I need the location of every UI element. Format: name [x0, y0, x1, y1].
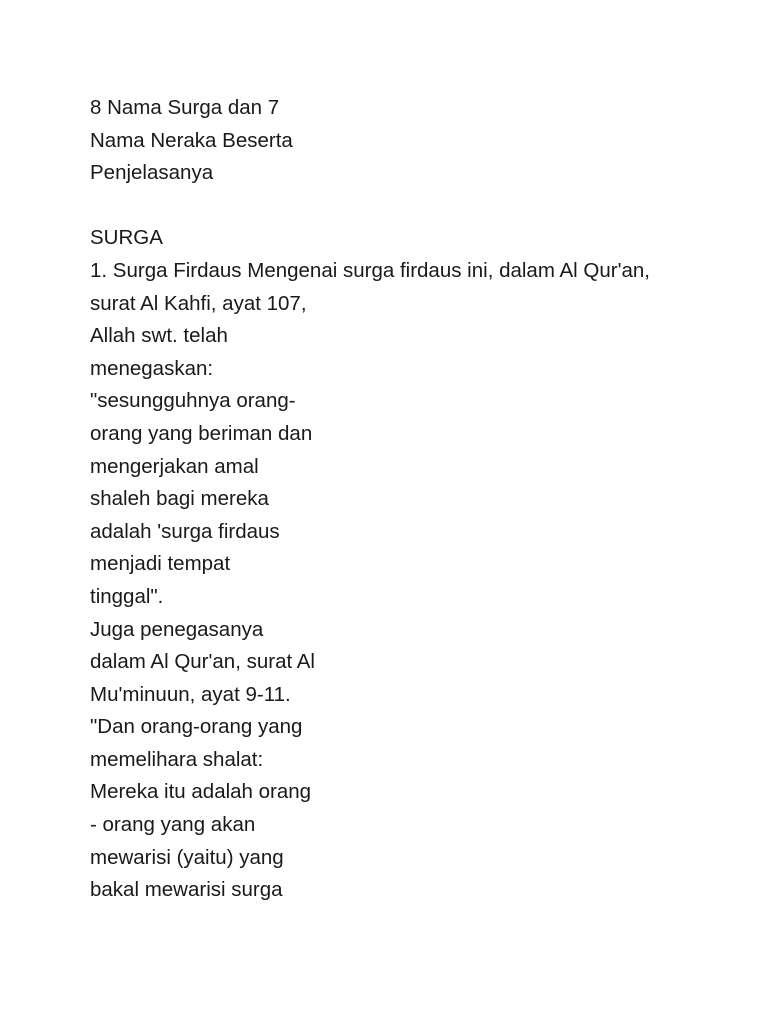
body-line: orang yang beriman dan: [90, 421, 313, 445]
title-line: 8 Nama Surga dan 7: [90, 96, 280, 119]
body-line: shaleh bagi mereka: [90, 487, 269, 511]
body-line: Allah swt. telah: [90, 324, 228, 348]
document-body: [90, 255, 730, 907]
title-line: Penjelasanya: [90, 161, 214, 185]
body-line: Mu'minuun, ayat 9-11.: [90, 682, 291, 706]
body-line: dalam Al Qur'an, surat Al: [90, 650, 315, 674]
body-line: tinggal".: [90, 584, 164, 608]
body-line: mengerjakan amal: [90, 454, 259, 478]
body-line: Mereka itu adalah orang: [90, 780, 312, 804]
body-line: Juga penegasanya: [90, 617, 264, 641]
body-line: mewarisi (yaitu) yang: [90, 845, 284, 869]
document-title: [90, 92, 730, 190]
section-heading: SURGA: [90, 226, 163, 250]
body-line: bakal mewarisi surga: [90, 878, 283, 902]
body-line: "Dan orang-orang yang: [90, 715, 303, 739]
body-line: adalah 'surga firdaus: [90, 519, 280, 543]
document-content: [90, 92, 730, 907]
body-line: memelihara shalat:: [90, 747, 264, 771]
body-line: 1. Surga Firdaus Mengenai surga firdaus ini, dalam Al Qur'an,: [90, 258, 650, 282]
body-line: menjadi tempat: [90, 552, 231, 576]
body-line: surat Al Kahfi, ayat 107,: [90, 291, 307, 315]
body-line: "sesungguhnya orang-: [90, 389, 296, 413]
body-line: menegaskan:: [90, 356, 214, 380]
title-line: Nama Neraka Beserta: [90, 128, 293, 152]
paragraph-gap: [90, 190, 730, 223]
body-line: - orang yang akan: [90, 813, 256, 837]
